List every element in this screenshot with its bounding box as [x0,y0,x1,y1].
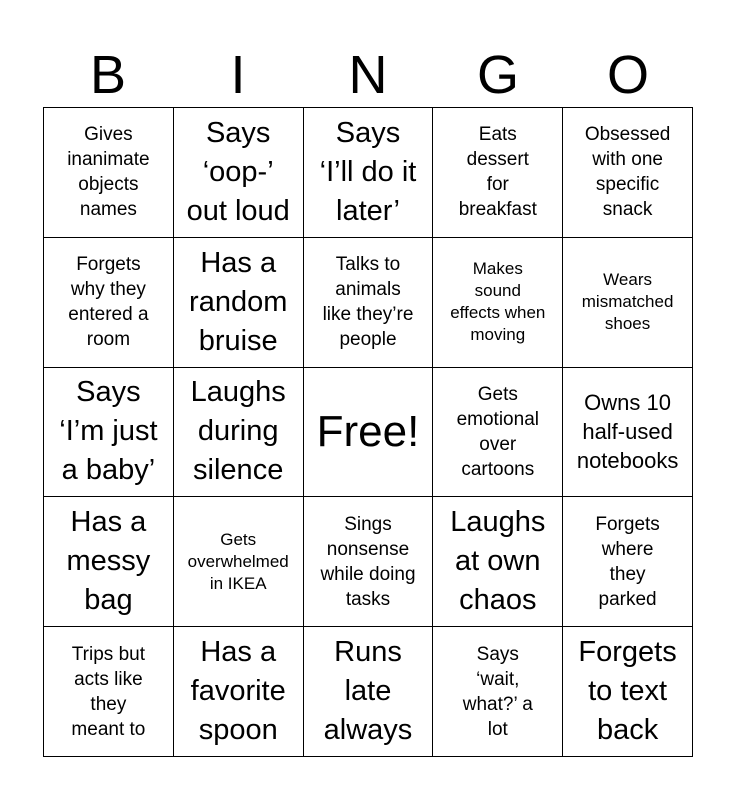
bingo-cell-5-2[interactable] [174,627,304,757]
cell-text: Says ‘wait, what?’ a lot [462,643,533,740]
cell-text: Has a favorite spoon [190,636,286,747]
cell-text: Owns 10 half-used notebooks [576,390,679,474]
cell-text: Free! [316,406,420,456]
bingo-cell-2-3[interactable] [304,238,434,368]
bingo-cell-5-1[interactable] [44,627,174,757]
cell-text: Laughs during silence [190,376,286,487]
bingo-free-space[interactable] [304,368,434,498]
cell-text: Forgets where they parked [595,513,660,610]
cell-text: Gets overwhelmed in IKEA [187,529,289,593]
bingo-cell-5-5[interactable] [563,627,693,757]
header-letter-g: G [476,45,519,105]
cell-text: Says ‘oop-’ out loud [186,116,290,227]
bingo-cell-2-4[interactable] [433,238,563,368]
bingo-cell-4-1[interactable] [44,497,174,627]
bingo-cell-3-5[interactable] [563,368,693,498]
cell-text: Laughs at own chaos [450,506,546,617]
header-letter-o: O [606,45,649,105]
cell-text: Has a messy bag [66,506,151,617]
header-letter-b: B [89,45,127,105]
bingo-cell-4-3[interactable] [304,497,434,627]
bingo-cell-4-2[interactable] [174,497,304,627]
bingo-cell-1-1[interactable] [44,108,174,238]
bingo-cell-2-2[interactable] [174,238,304,368]
bingo-cell-2-5[interactable] [563,238,693,368]
header-letter-n: N [348,45,388,105]
header-letter-i: I [230,45,246,105]
bingo-cell-4-4[interactable] [433,497,563,627]
cell-text: Obsessed with one specific snack [584,124,671,221]
bingo-cell-5-3[interactable] [304,627,434,757]
cell-text: Forgets to text back [578,636,677,747]
cell-text: Says ‘I’ll do it later’ [319,116,417,227]
cell-text: Trips but acts like they meant to [71,643,146,740]
cell-text: Wears mismatched shoes [581,270,674,334]
cell-text: Gets emotional over cartoons [456,383,539,480]
bingo-cell-1-4[interactable] [433,108,563,238]
bingo-cell-3-4[interactable] [433,368,563,498]
cell-text: Makes sound effects when moving [450,259,546,345]
cell-text: Sings nonsense while doing tasks [320,513,416,610]
bingo-header [43,44,693,106]
bingo-cell-1-2[interactable] [174,108,304,238]
bingo-cell-4-5[interactable] [563,497,693,627]
bingo-cell-3-2[interactable] [174,368,304,498]
cell-text: Says ‘I’m just a baby’ [59,376,158,487]
cell-text: Eats dessert for breakfast [458,124,537,221]
cell-text: Gives inanimate objects names [67,124,150,221]
cell-text: Talks to animals like they’re people [322,254,414,351]
bingo-cell-5-4[interactable] [433,627,563,757]
bingo-cell-2-1[interactable] [44,238,174,368]
bingo-cell-1-3[interactable] [304,108,434,238]
cell-text: Runs late always [323,636,413,747]
bingo-grid [43,107,693,757]
bingo-cell-1-5[interactable] [563,108,693,238]
cell-text: Has a random bruise [189,246,288,357]
cell-text: Forgets why they entered a room [68,254,149,351]
bingo-cell-3-1[interactable] [44,368,174,498]
